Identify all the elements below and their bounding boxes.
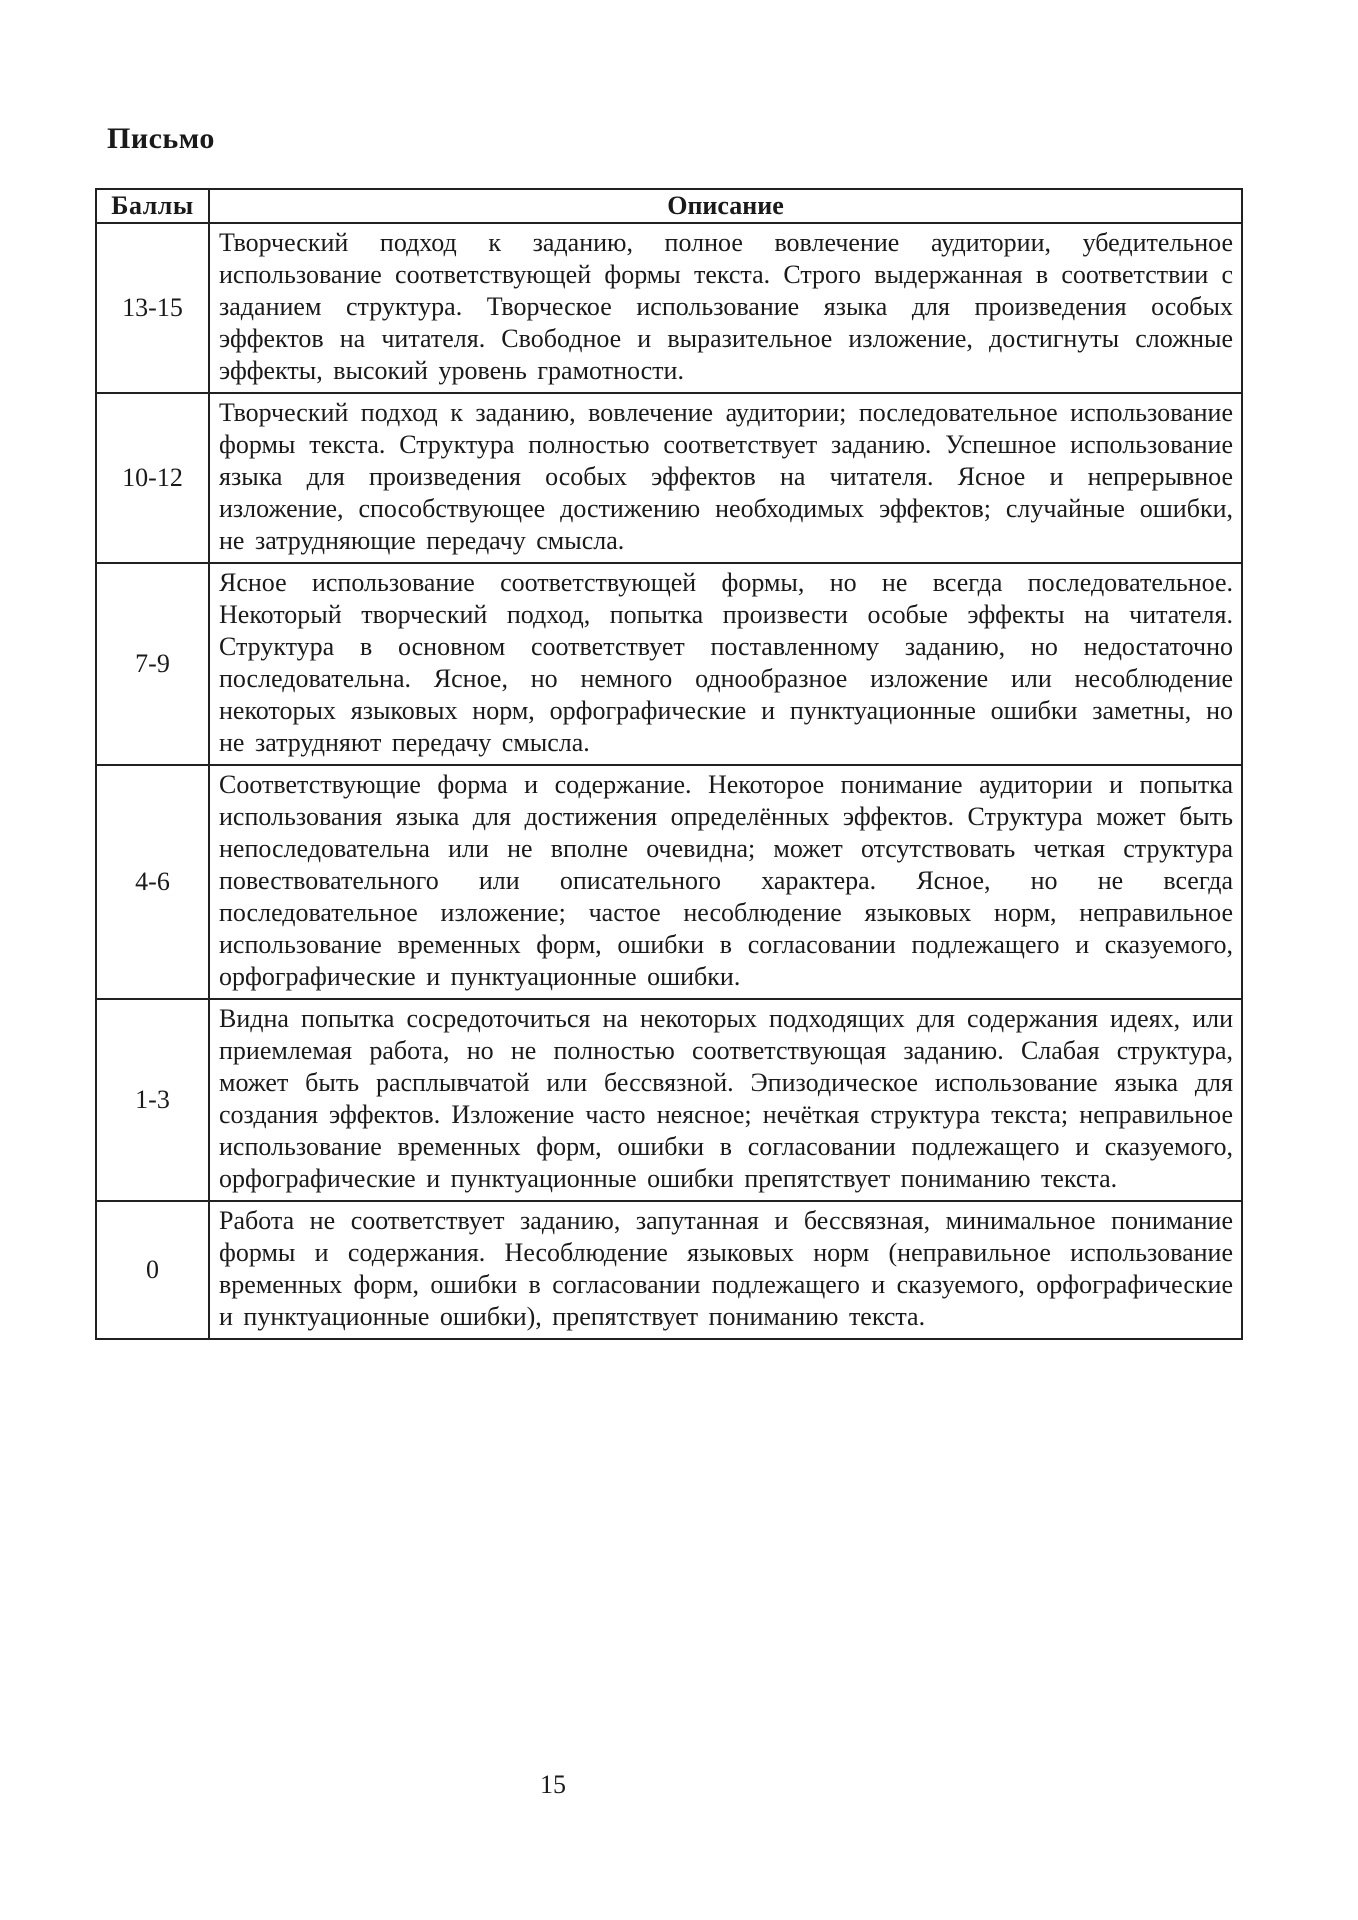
table-row (96, 563, 1242, 765)
score-description: Творческий подход к заданию, полное вовлечение аудитории, убедительное использование соответствующей формы текста. Строго выдержанная в соответствии с заданием структура. Творческое использование языка для произведения особых эффектов на читателя. Свободное и выразительное изложение, достигнуты сложные эффекты, высокий уровень грамотности. (209, 223, 1242, 393)
page-title: Письмо (107, 122, 215, 155)
score-description: Работа не соответствует заданию, запутанная и бессвязная, минимальное понимание формы и содержания. Несоблюдение языковых норм (неправильное использование временных форм, ошибки в согласовании подлежащего и сказуемого, орфографические и пунктуационные ошибки), препятствует пониманию текста. (209, 1201, 1242, 1339)
score-value: 10-12 (96, 393, 209, 563)
score-description: Ясное использование соответствующей формы, но не всегда последовательное. Некоторый творческий подход, попытка произвести особые эффекты на читателя. Структура в основном соответствует поставленному заданию, но недостаточно последовательна. Ясное, но немного однообразное изложение или несоблюдение некоторых языковых норм, орфографические и пунктуационные ошибки заметны, но не затрудняют передачу смысла. (209, 563, 1242, 765)
score-description: Творческий подход к заданию, вовлечение аудитории; последовательное использование формы текста. Структура полностью соответствует заданию. Успешное использование языка для произведения особых эффектов на читателя. Ясное и непрерывное изложение, способствующее достижению необходимых эффектов; случайные ошибки, не затрудняющие передачу смысла. (209, 393, 1242, 563)
score-value: 4-6 (96, 765, 209, 999)
score-description: Видна попытка сосредоточиться на некоторых подходящих для содержания идеях, или приемлемая работа, но не полностью соответствующая заданию. Слабая структура, может быть расплывчатой или бессвязной. Эпизодическое использование языка для создания эффектов. Изложение часто неясное; нечёткая структура текста; неправильное использование временных форм, ошибки в согласовании подлежащего и сказуемого, орфографические и пунктуационные ошибки препятствует пониманию текста. (209, 999, 1242, 1201)
score-value: 7-9 (96, 563, 209, 765)
score-value: 13-15 (96, 223, 209, 393)
table-row (96, 223, 1242, 393)
scoring-rubric-table (95, 188, 1243, 1340)
table-row (96, 999, 1242, 1201)
score-value: 0 (96, 1201, 209, 1339)
table-row (96, 1201, 1242, 1339)
column-header-description: Описание (209, 189, 1242, 223)
table-row (96, 765, 1242, 999)
score-description: Соответствующие форма и содержание. Некоторое понимание аудитории и попытка использования языка для достижения определённых эффектов. Структура может быть непоследовательна или не вполне очевидна; может отсутствовать четкая структура повествовательного или описательного характера. Ясное, но не всегда последовательное изложение; частое несоблюдение языковых норм, неправильное использование временных форм, ошибки в согласовании подлежащего и сказуемого, орфографические и пунктуационные ошибки. (209, 765, 1242, 999)
score-value: 1-3 (96, 999, 209, 1201)
table-header-row (96, 189, 1242, 223)
page-number: 15 (540, 1770, 566, 1799)
column-header-score: Баллы (96, 189, 209, 223)
table-row (96, 393, 1242, 563)
